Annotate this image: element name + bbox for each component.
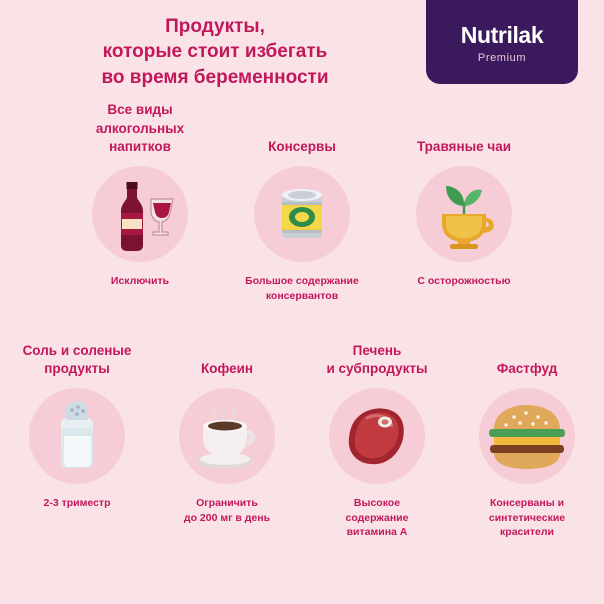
caption-line: консервантов	[265, 289, 339, 302]
category-heading	[322, 338, 431, 378]
burger-icon	[484, 401, 570, 471]
page-title-line-3: во время беременности	[101, 66, 329, 88]
caption-line: Высокое	[353, 497, 401, 509]
category-heading	[197, 338, 257, 378]
category-row-2	[0, 338, 604, 540]
category-heading	[493, 338, 562, 378]
caption-line: 2-3 триместр	[43, 497, 111, 509]
heading-line: и субпродукты	[326, 360, 428, 376]
category-caption	[239, 274, 365, 303]
herbal-tea-cup-icon	[424, 174, 504, 254]
caption-line: содержание	[345, 511, 409, 524]
icon-circle	[416, 166, 512, 262]
caption-line: Консерваны и	[489, 497, 565, 509]
category-caffeine	[152, 338, 302, 540]
heading-line: Консервы	[268, 138, 336, 154]
category-heading	[19, 338, 136, 378]
category-herbal-tea	[383, 100, 545, 303]
heading-line: Фастфуд	[496, 360, 558, 376]
page-title	[0, 14, 430, 90]
heading-line: продукты	[44, 360, 110, 376]
caption-line: до 200 мг в день	[183, 511, 271, 524]
caption-line: Ограничить	[196, 497, 258, 509]
category-salt	[2, 338, 152, 540]
category-caption	[340, 496, 415, 540]
icon-circle	[329, 388, 425, 484]
brand-badge	[426, 0, 578, 84]
heading-line: алкогольных	[95, 120, 185, 136]
heading-line: Кофеин	[200, 360, 254, 376]
brand-name: Nutrilak	[460, 22, 544, 48]
caption-line: С осторожностью	[417, 275, 511, 287]
category-row-1	[0, 100, 604, 303]
category-heading	[413, 100, 515, 156]
heading-line: Травяные чаи	[416, 138, 512, 154]
category-caption	[38, 496, 117, 511]
category-caption	[105, 274, 175, 289]
category-caption	[178, 496, 276, 525]
heading-line: напитков	[109, 138, 171, 154]
category-heading	[92, 100, 188, 156]
category-heading	[264, 100, 340, 156]
category-caption	[411, 274, 516, 289]
icon-circle	[179, 388, 275, 484]
caption-line: Большое содержание	[245, 275, 359, 287]
page-title-line-2: которые стоит избегать	[102, 41, 328, 63]
category-canned-food	[221, 100, 383, 303]
salt-shaker-icon	[42, 396, 112, 476]
liver-meat-icon	[337, 400, 417, 472]
coffee-cup-icon	[185, 398, 269, 474]
page-title-line-1: Продукты,	[165, 16, 265, 37]
category-liver	[302, 338, 452, 540]
icon-circle	[29, 388, 125, 484]
caption-line: Исключить	[110, 275, 170, 287]
brand-subtitle: Premium	[477, 52, 527, 64]
category-fast-food	[452, 338, 602, 540]
caption-line: витамина А	[346, 526, 408, 539]
wine-bottle-and-glass-icon	[97, 177, 183, 251]
icon-circle	[92, 166, 188, 262]
icon-circle	[479, 388, 575, 484]
icon-circle	[254, 166, 350, 262]
category-caption	[483, 496, 571, 540]
heading-line: Соль и соленые	[22, 342, 132, 358]
category-alcohol	[59, 100, 221, 303]
heading-line: Печень	[352, 342, 402, 358]
caption-line: синтетические	[488, 511, 566, 524]
canned-food-icon	[264, 176, 340, 252]
caption-line: красители	[500, 526, 554, 539]
heading-line: Все виды	[107, 102, 173, 118]
